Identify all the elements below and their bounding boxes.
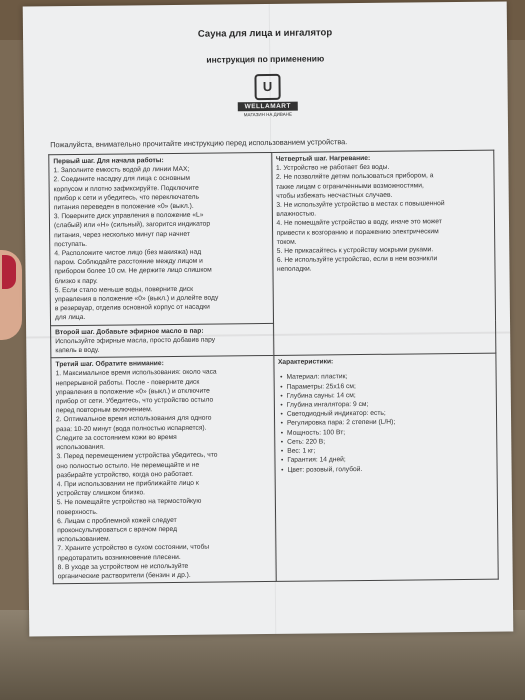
text-line: для лица. — [54, 314, 86, 322]
text-line: током. — [276, 238, 297, 246]
text-line: близко к пару. — [54, 277, 98, 285]
text-line: капель в воду. — [55, 346, 100, 355]
text-line: чтобы избежать несчастных случаев. — [276, 191, 393, 200]
text-line: • Цвет: розовый, голубой. — [279, 463, 493, 474]
text-line: • Глубина сауны: 14 см; — [278, 390, 492, 401]
text-line: прибором более 10 см. Не держите лицо слишком — [54, 267, 212, 276]
text-line: питания переведен в положение «0» (выкл.). — [53, 202, 194, 212]
text-line: предотвратить возникновение плесени. — [57, 553, 181, 562]
text-line: проконсультироваться с врачом перед — [57, 525, 178, 535]
step3-cell — [51, 356, 276, 584]
text-line: • Регулировка пара: 2 степени (L/H); — [279, 417, 493, 428]
text-line: 4. При использовании не приближайте лицо к — [56, 479, 199, 489]
step3-heading: Третий шаг. Обратите внимание: — [55, 360, 164, 369]
text-line: органические растворители (бензин и др.). — [57, 571, 191, 581]
text-line: 6. Лицам с проблемной кожей следует — [57, 516, 177, 525]
text-line: 1. Максимальное время использования: около часа — [55, 369, 217, 378]
text-line: Следите за состоянием кожи во время — [56, 433, 177, 443]
logo-tagline: МАГАЗИН НА ДИВАНЕ — [243, 111, 292, 118]
instruction-table — [48, 150, 498, 585]
text-line: Используйте эфирные масла, просто добавив пару — [55, 336, 216, 346]
text-line: 5. Не помещайте устройство на термостойкую — [56, 498, 202, 507]
text-line: управления в положение «0» (выкл.) и долейте воду — [54, 294, 219, 304]
text-line: 2. Не позволяйте детям пользоваться прибором, а — [275, 172, 434, 182]
step1-heading: Первый шаг. Для начала работы: — [53, 157, 164, 166]
text-line: в резервуар, отделив основной корпус от насадки — [54, 303, 210, 313]
characteristics-list — [278, 371, 493, 474]
text-line: 4. Расположите чистое лицо (без макияжа) над — [54, 248, 202, 258]
step2-heading: Второй шаг. Добавьте эфирное масло в пар: — [55, 327, 204, 336]
text-line: поверхность. — [56, 508, 98, 516]
text-line: 3. Поверните диск управления в положение «L» — [53, 211, 204, 221]
text-line: • Гарантия: 14 дней; — [279, 454, 493, 465]
text-line: питания, через несколько минут пар начнет — [54, 230, 190, 239]
text-line: 2. Соедините насадку для лица с основным — [53, 175, 191, 184]
text-line: 5. Не прикасайтесь к устройству мокрыми руками. — [276, 246, 434, 255]
text-line: (слабый) или «H» (сильный), загорится индикатор — [53, 221, 211, 230]
step3-lines — [56, 367, 272, 581]
fingernail — [2, 255, 16, 289]
text-line: управления в положение «0» (выкл.) и отключите — [55, 387, 210, 397]
text-line: • Сеть: 220 В; — [279, 436, 493, 447]
step2-lines — [55, 335, 269, 356]
text-line: перед повторным включением. — [55, 406, 153, 415]
intro-text: Пожалуйста, внимательно прочитайте инструкцию перед использованием устройства. — [50, 137, 348, 150]
step4-lines — [276, 162, 491, 275]
text-line: разбирайте устройство, когда оно работает. — [56, 470, 194, 479]
text-line: использования. — [56, 443, 105, 452]
text-line: 4. Не помещайте устройство в воду, иначе это может — [276, 218, 442, 228]
text-line: привести к возгоранию и поражению электрическим — [276, 227, 439, 237]
step1-lines — [53, 164, 268, 323]
text-line: 3. Не используйте устройство в местах с повышенной — [276, 200, 445, 209]
text-line: неполадки. — [276, 265, 312, 274]
text-line: • Параметры: 25х16 см; — [278, 380, 492, 391]
step1-cell — [49, 152, 273, 325]
characteristics-heading: Характеристики: — [277, 358, 334, 367]
text-line: • Вес: 1 кг; — [279, 445, 493, 456]
text-line: также лицам с ограниченными возможностями, — [276, 181, 424, 191]
text-line: 1. Заполните емкость водой до линии MAX; — [53, 166, 190, 175]
text-line: раза: 10-20 минут (вода полностью испаряется). — [56, 424, 207, 433]
text-line: • Мощность: 100 Вт; — [279, 426, 493, 437]
text-line: влажностью. — [276, 210, 317, 219]
document-title: Сауна для лица и ингалятор — [197, 27, 333, 40]
text-line: корпусом и плотно зафиксируйте. Подключите — [53, 184, 199, 193]
step4-heading: Четвертый шаг. Нагревание: — [275, 154, 371, 163]
text-line: поступать. — [54, 240, 88, 249]
logo-mark: U — [254, 74, 280, 100]
text-line: паром. Соблюдайте расстояние между лицом и — [54, 257, 203, 267]
text-line: устройству слишком близко. — [56, 489, 146, 498]
brand-logo — [237, 74, 298, 125]
text-line: 8. В уходе за устройством не используйте — [57, 562, 189, 571]
characteristics-cell — [273, 353, 498, 581]
step4-cell — [271, 150, 496, 356]
text-line: оно полностью остыло. Не перемещайте и не — [56, 461, 200, 470]
text-line: 7. Храните устройство в сухом состоянии, чтобы — [57, 543, 210, 553]
text-line: 5. Если стало меньше воды, поверните диск — [54, 285, 194, 295]
text-line: 1. Устройство не работает без воды. — [275, 163, 390, 173]
text-line: 2. Оптимальное время использования для одного — [56, 415, 212, 424]
document-subtitle: инструкция по применению — [206, 53, 325, 65]
text-line: • Глубина ингалятора: 9 см; — [278, 399, 492, 410]
text-line: непрерывной работы. После - поверните диск — [55, 378, 200, 387]
step2-cell — [51, 323, 274, 358]
text-line: использованием. — [57, 535, 111, 544]
text-line: • Светодиодный индикатор: есть; — [278, 408, 492, 419]
text-line: прибор от сети. Убедитесь, что устройство остыло — [55, 396, 214, 406]
logo-brand-name: WELLAMART — [238, 102, 298, 112]
instruction-sheet — [23, 1, 514, 636]
text-line: • Материал: пластик; — [278, 371, 492, 382]
text-line: 3. Перед перемещением устройства убедитесь, что — [56, 451, 218, 461]
text-line: 6. Не используйте устройство, если в нем возникли — [276, 255, 438, 265]
text-line: прибор к сети и убедитесь, что переключатель — [53, 193, 200, 203]
